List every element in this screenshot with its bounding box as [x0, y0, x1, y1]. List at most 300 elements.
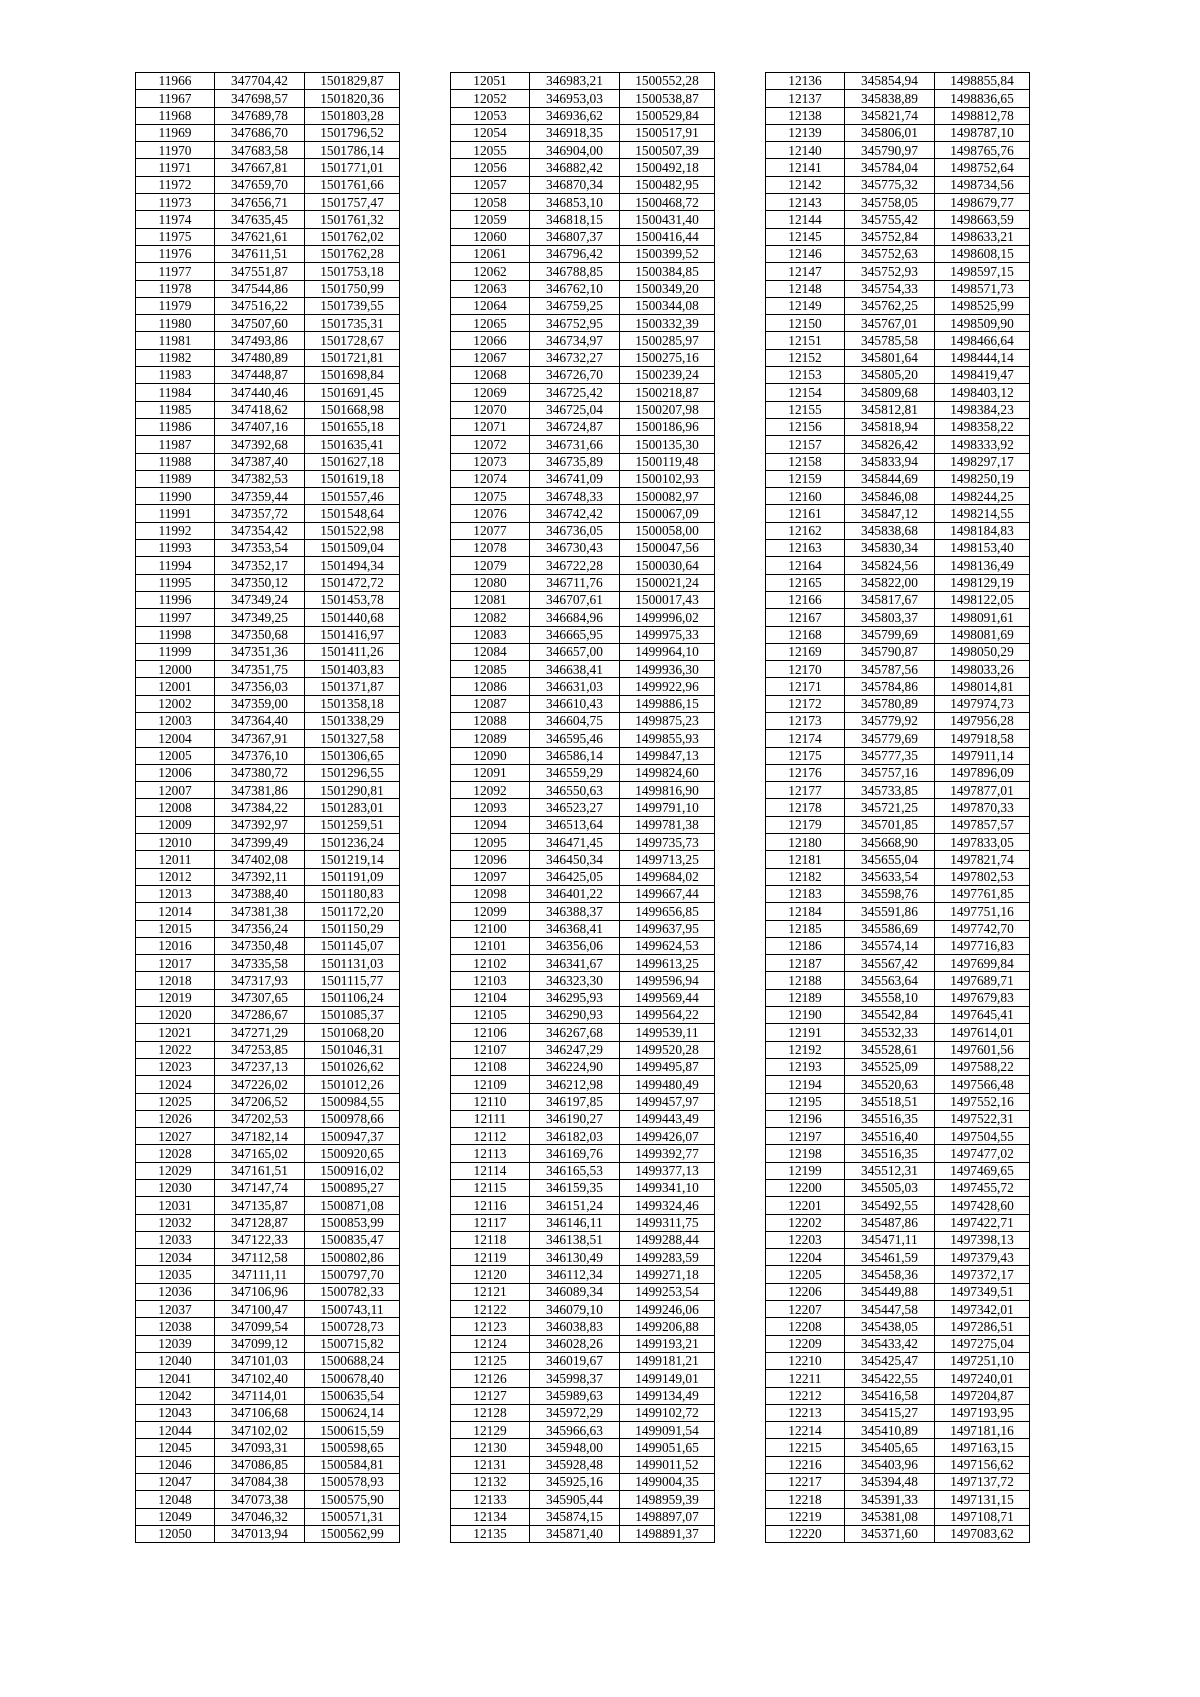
table-row — [136, 851, 400, 868]
table-row — [136, 228, 400, 245]
point-number-cell: 12040 — [136, 1352, 215, 1369]
table-row — [766, 1058, 1030, 1075]
point-number-cell: 12153 — [766, 367, 845, 384]
y-coordinate-cell: 1499149,01 — [620, 1370, 715, 1387]
x-coordinate-cell: 346742,42 — [530, 505, 620, 522]
table-row — [136, 349, 400, 366]
point-number-cell: 12024 — [136, 1076, 215, 1093]
point-number-cell: 12006 — [136, 764, 215, 781]
point-number-cell: 11991 — [136, 505, 215, 522]
point-number-cell: 12169 — [766, 643, 845, 660]
point-number-cell: 12158 — [766, 453, 845, 470]
x-coordinate-cell: 347621,61 — [215, 228, 305, 245]
table-row — [136, 747, 400, 764]
table-row — [451, 297, 715, 314]
x-coordinate-cell: 346341,67 — [530, 955, 620, 972]
x-coordinate-cell: 345754,33 — [845, 280, 935, 297]
table-row — [451, 972, 715, 989]
y-coordinate-cell: 1500688,24 — [305, 1352, 400, 1369]
table-row — [451, 1318, 715, 1335]
table-row — [766, 505, 1030, 522]
table-row — [451, 712, 715, 729]
point-number-cell: 12007 — [136, 782, 215, 799]
table-row — [766, 1041, 1030, 1058]
table-row — [766, 799, 1030, 816]
table-row — [136, 643, 400, 660]
point-number-cell: 12140 — [766, 142, 845, 159]
x-coordinate-cell: 347237,13 — [215, 1058, 305, 1075]
x-coordinate-cell: 346146,11 — [530, 1214, 620, 1231]
x-coordinate-cell: 345438,05 — [845, 1318, 935, 1335]
x-coordinate-cell: 345416,58 — [845, 1387, 935, 1404]
y-coordinate-cell: 1500562,99 — [305, 1525, 400, 1542]
x-coordinate-cell: 345874,15 — [530, 1508, 620, 1525]
table-row — [766, 678, 1030, 695]
point-number-cell: 12017 — [136, 955, 215, 972]
table-row — [136, 885, 400, 902]
table-row — [766, 972, 1030, 989]
table-row — [136, 436, 400, 453]
x-coordinate-cell: 345847,12 — [845, 505, 935, 522]
table-row — [451, 591, 715, 608]
table-row — [766, 315, 1030, 332]
table-row — [451, 315, 715, 332]
y-coordinate-cell: 1497870,33 — [935, 799, 1030, 816]
y-coordinate-cell: 1499996,02 — [620, 609, 715, 626]
table-row — [766, 470, 1030, 487]
coordinate-table-1 — [135, 72, 400, 1543]
y-coordinate-cell: 1499539,11 — [620, 1024, 715, 1041]
point-number-cell: 12075 — [451, 488, 530, 505]
table-row — [451, 1352, 715, 1369]
table-row — [766, 920, 1030, 937]
point-number-cell: 12015 — [136, 920, 215, 937]
table-row — [766, 937, 1030, 954]
point-number-cell: 12172 — [766, 695, 845, 712]
x-coordinate-cell: 347382,53 — [215, 470, 305, 487]
y-coordinate-cell: 1501762,02 — [305, 228, 400, 245]
point-number-cell: 12082 — [451, 609, 530, 626]
x-coordinate-cell: 347182,14 — [215, 1128, 305, 1145]
y-coordinate-cell: 1499781,38 — [620, 816, 715, 833]
point-number-cell: 11983 — [136, 367, 215, 384]
point-number-cell: 11984 — [136, 384, 215, 401]
y-coordinate-cell: 1498597,15 — [935, 263, 1030, 280]
x-coordinate-cell: 345833,94 — [845, 453, 935, 470]
x-coordinate-cell: 345447,58 — [845, 1301, 935, 1318]
point-number-cell: 12210 — [766, 1352, 845, 1369]
table-row — [451, 1128, 715, 1145]
x-coordinate-cell: 345516,35 — [845, 1110, 935, 1127]
point-number-cell: 12114 — [451, 1162, 530, 1179]
y-coordinate-cell: 1501750,99 — [305, 280, 400, 297]
x-coordinate-cell: 346425,05 — [530, 868, 620, 885]
coordinate-table-2 — [450, 72, 715, 1543]
x-coordinate-cell: 346159,35 — [530, 1180, 620, 1197]
point-number-cell: 12005 — [136, 747, 215, 764]
y-coordinate-cell: 1498444,14 — [935, 349, 1030, 366]
x-coordinate-cell: 345458,36 — [845, 1266, 935, 1283]
x-coordinate-cell: 347388,40 — [215, 885, 305, 902]
y-coordinate-cell: 1501796,52 — [305, 124, 400, 141]
x-coordinate-cell: 345598,76 — [845, 885, 935, 902]
x-coordinate-cell: 346028,26 — [530, 1335, 620, 1352]
x-coordinate-cell: 346368,41 — [530, 920, 620, 937]
table-row — [451, 955, 715, 972]
table-row — [766, 1404, 1030, 1421]
point-number-cell: 12050 — [136, 1525, 215, 1542]
y-coordinate-cell: 1497131,15 — [935, 1491, 1030, 1508]
point-number-cell: 12032 — [136, 1214, 215, 1231]
x-coordinate-cell: 345785,58 — [845, 332, 935, 349]
y-coordinate-cell: 1501416,97 — [305, 626, 400, 643]
table-row — [451, 1387, 715, 1404]
table-row — [451, 574, 715, 591]
point-number-cell: 12065 — [451, 315, 530, 332]
x-coordinate-cell: 346356,06 — [530, 937, 620, 954]
x-coordinate-cell: 345822,00 — [845, 574, 935, 591]
x-coordinate-cell: 347359,44 — [215, 488, 305, 505]
table-row — [451, 73, 715, 90]
point-number-cell: 12154 — [766, 384, 845, 401]
y-coordinate-cell: 1501728,67 — [305, 332, 400, 349]
point-number-cell: 12067 — [451, 349, 530, 366]
point-number-cell: 12137 — [766, 90, 845, 107]
point-number-cell: 12209 — [766, 1335, 845, 1352]
y-coordinate-cell: 1497349,51 — [935, 1283, 1030, 1300]
point-number-cell: 11981 — [136, 332, 215, 349]
table-row — [136, 1491, 400, 1508]
point-number-cell: 12092 — [451, 782, 530, 799]
y-coordinate-cell: 1501283,01 — [305, 799, 400, 816]
x-coordinate-cell: 345854,94 — [845, 73, 935, 90]
table-row — [451, 1266, 715, 1283]
table-row — [451, 1197, 715, 1214]
table-row — [451, 799, 715, 816]
y-coordinate-cell: 1499520,28 — [620, 1041, 715, 1058]
y-coordinate-cell: 1499637,95 — [620, 920, 715, 937]
point-number-cell: 12099 — [451, 903, 530, 920]
y-coordinate-cell: 1501509,04 — [305, 540, 400, 557]
point-number-cell: 11982 — [136, 349, 215, 366]
point-number-cell: 12029 — [136, 1162, 215, 1179]
y-coordinate-cell: 1501085,37 — [305, 1007, 400, 1024]
table-row — [451, 903, 715, 920]
y-coordinate-cell: 1499656,85 — [620, 903, 715, 920]
y-coordinate-cell: 1498129,19 — [935, 574, 1030, 591]
x-coordinate-cell: 347367,91 — [215, 730, 305, 747]
y-coordinate-cell: 1497455,72 — [935, 1180, 1030, 1197]
table-row — [136, 626, 400, 643]
point-number-cell: 12142 — [766, 176, 845, 193]
table-row — [766, 90, 1030, 107]
y-coordinate-cell: 1498752,64 — [935, 159, 1030, 176]
x-coordinate-cell: 347683,58 — [215, 142, 305, 159]
point-number-cell: 12187 — [766, 955, 845, 972]
y-coordinate-cell: 1499311,75 — [620, 1214, 715, 1231]
point-number-cell: 11967 — [136, 90, 215, 107]
point-number-cell: 12181 — [766, 851, 845, 868]
table-row — [451, 194, 715, 211]
y-coordinate-cell: 1498050,29 — [935, 643, 1030, 660]
x-coordinate-cell: 346726,70 — [530, 367, 620, 384]
x-coordinate-cell: 346734,97 — [530, 332, 620, 349]
x-coordinate-cell: 347111,11 — [215, 1266, 305, 1283]
y-coordinate-cell: 1501753,18 — [305, 263, 400, 280]
point-number-cell: 12052 — [451, 90, 530, 107]
y-coordinate-cell: 1500082,97 — [620, 488, 715, 505]
point-number-cell: 11979 — [136, 297, 215, 314]
table-row — [451, 436, 715, 453]
y-coordinate-cell: 1501046,31 — [305, 1041, 400, 1058]
x-coordinate-cell: 347544,86 — [215, 280, 305, 297]
point-number-cell: 12112 — [451, 1128, 530, 1145]
y-coordinate-cell: 1501557,46 — [305, 488, 400, 505]
table-row — [766, 194, 1030, 211]
x-coordinate-cell: 345574,14 — [845, 937, 935, 954]
y-coordinate-cell: 1497896,09 — [935, 764, 1030, 781]
table-row — [451, 124, 715, 141]
x-coordinate-cell: 346513,64 — [530, 816, 620, 833]
x-coordinate-cell: 347073,38 — [215, 1491, 305, 1508]
y-coordinate-cell: 1500058,00 — [620, 522, 715, 539]
x-coordinate-cell: 346247,29 — [530, 1041, 620, 1058]
point-number-cell: 12164 — [766, 557, 845, 574]
x-coordinate-cell: 347100,47 — [215, 1301, 305, 1318]
x-coordinate-cell: 347202,53 — [215, 1110, 305, 1127]
x-coordinate-cell: 347106,68 — [215, 1404, 305, 1421]
x-coordinate-cell: 347392,68 — [215, 436, 305, 453]
y-coordinate-cell: 1500017,43 — [620, 591, 715, 608]
table-row — [766, 1266, 1030, 1283]
x-coordinate-cell: 347046,32 — [215, 1508, 305, 1525]
table-row — [136, 1249, 400, 1266]
table-row — [136, 730, 400, 747]
y-coordinate-cell: 1501820,36 — [305, 90, 400, 107]
x-coordinate-cell: 347135,87 — [215, 1197, 305, 1214]
y-coordinate-cell: 1497802,53 — [935, 868, 1030, 885]
point-number-cell: 12139 — [766, 124, 845, 141]
x-coordinate-cell: 346450,34 — [530, 851, 620, 868]
y-coordinate-cell: 1501259,51 — [305, 816, 400, 833]
point-number-cell: 12053 — [451, 107, 530, 124]
table-row — [136, 1162, 400, 1179]
point-number-cell: 12021 — [136, 1024, 215, 1041]
x-coordinate-cell: 345449,88 — [845, 1283, 935, 1300]
x-coordinate-cell: 347448,87 — [215, 367, 305, 384]
table-row — [766, 1301, 1030, 1318]
x-coordinate-cell: 346731,66 — [530, 436, 620, 453]
point-number-cell: 12206 — [766, 1283, 845, 1300]
point-number-cell: 12000 — [136, 661, 215, 678]
table-row — [451, 211, 715, 228]
y-coordinate-cell: 1498358,22 — [935, 418, 1030, 435]
point-number-cell: 12084 — [451, 643, 530, 660]
y-coordinate-cell: 1500482,95 — [620, 176, 715, 193]
x-coordinate-cell: 347689,78 — [215, 107, 305, 124]
x-coordinate-cell: 345525,09 — [845, 1058, 935, 1075]
point-number-cell: 12051 — [451, 73, 530, 90]
table-row — [136, 90, 400, 107]
point-number-cell: 11977 — [136, 263, 215, 280]
table-row — [136, 280, 400, 297]
point-number-cell: 12163 — [766, 540, 845, 557]
point-number-cell: 11980 — [136, 315, 215, 332]
point-number-cell: 12063 — [451, 280, 530, 297]
y-coordinate-cell: 1499011,52 — [620, 1456, 715, 1473]
x-coordinate-cell: 345733,85 — [845, 782, 935, 799]
point-number-cell: 12060 — [451, 228, 530, 245]
y-coordinate-cell: 1500517,91 — [620, 124, 715, 141]
table-row — [766, 228, 1030, 245]
x-coordinate-cell: 347352,17 — [215, 557, 305, 574]
x-coordinate-cell: 345516,35 — [845, 1145, 935, 1162]
table-row — [451, 782, 715, 799]
y-coordinate-cell: 1500571,31 — [305, 1508, 400, 1525]
x-coordinate-cell: 346595,46 — [530, 730, 620, 747]
point-number-cell: 12070 — [451, 401, 530, 418]
table-row — [766, 159, 1030, 176]
table-row — [136, 159, 400, 176]
y-coordinate-cell: 1497689,71 — [935, 972, 1030, 989]
x-coordinate-cell: 346936,62 — [530, 107, 620, 124]
table-row — [451, 816, 715, 833]
x-coordinate-cell: 346550,63 — [530, 782, 620, 799]
point-number-cell: 12033 — [136, 1231, 215, 1248]
x-coordinate-cell: 346610,43 — [530, 695, 620, 712]
table-row — [766, 332, 1030, 349]
point-number-cell: 12027 — [136, 1128, 215, 1145]
point-number-cell: 12046 — [136, 1456, 215, 1473]
point-number-cell: 11998 — [136, 626, 215, 643]
y-coordinate-cell: 1499613,25 — [620, 955, 715, 972]
y-coordinate-cell: 1500584,81 — [305, 1456, 400, 1473]
y-coordinate-cell: 1498466,64 — [935, 332, 1030, 349]
x-coordinate-cell: 347381,38 — [215, 903, 305, 920]
point-number-cell: 12149 — [766, 297, 845, 314]
table-row — [766, 1352, 1030, 1369]
point-number-cell: 12166 — [766, 591, 845, 608]
y-coordinate-cell: 1500492,18 — [620, 159, 715, 176]
table-row — [451, 678, 715, 695]
x-coordinate-cell: 347507,60 — [215, 315, 305, 332]
point-number-cell: 11968 — [136, 107, 215, 124]
table-row — [451, 609, 715, 626]
y-coordinate-cell: 1500895,27 — [305, 1180, 400, 1197]
x-coordinate-cell: 347698,57 — [215, 90, 305, 107]
table-row — [766, 107, 1030, 124]
point-number-cell: 12083 — [451, 626, 530, 643]
point-number-cell: 12042 — [136, 1387, 215, 1404]
y-coordinate-cell: 1500047,56 — [620, 540, 715, 557]
point-number-cell: 11986 — [136, 418, 215, 435]
point-number-cell: 11999 — [136, 643, 215, 660]
y-coordinate-cell: 1500728,73 — [305, 1318, 400, 1335]
point-number-cell: 12136 — [766, 73, 845, 90]
x-coordinate-cell: 345721,25 — [845, 799, 935, 816]
table-row — [766, 1318, 1030, 1335]
point-number-cell: 12191 — [766, 1024, 845, 1041]
y-coordinate-cell: 1499684,02 — [620, 868, 715, 885]
y-coordinate-cell: 1501290,81 — [305, 782, 400, 799]
y-coordinate-cell: 1499443,49 — [620, 1110, 715, 1127]
y-coordinate-cell: 1498836,65 — [935, 90, 1030, 107]
table-row — [451, 851, 715, 868]
y-coordinate-cell: 1501371,87 — [305, 678, 400, 695]
y-coordinate-cell: 1499667,44 — [620, 885, 715, 902]
point-number-cell: 11966 — [136, 73, 215, 90]
y-coordinate-cell: 1498891,37 — [620, 1525, 715, 1542]
point-number-cell: 12144 — [766, 211, 845, 228]
y-coordinate-cell: 1498679,77 — [935, 194, 1030, 211]
point-number-cell: 12055 — [451, 142, 530, 159]
x-coordinate-cell: 347147,74 — [215, 1180, 305, 1197]
table-row — [451, 1058, 715, 1075]
table-row — [136, 453, 400, 470]
table-row — [766, 1076, 1030, 1093]
table-row — [766, 695, 1030, 712]
x-coordinate-cell: 345989,63 — [530, 1387, 620, 1404]
table-row — [451, 453, 715, 470]
x-coordinate-cell: 346735,89 — [530, 453, 620, 470]
point-number-cell: 12010 — [136, 834, 215, 851]
y-coordinate-cell: 1499596,94 — [620, 972, 715, 989]
x-coordinate-cell: 345381,08 — [845, 1508, 935, 1525]
table-row — [766, 540, 1030, 557]
table-row — [766, 1214, 1030, 1231]
table-row — [136, 972, 400, 989]
y-coordinate-cell: 1499735,73 — [620, 834, 715, 851]
x-coordinate-cell: 345433,42 — [845, 1335, 935, 1352]
table-row — [766, 1335, 1030, 1352]
x-coordinate-cell: 347667,81 — [215, 159, 305, 176]
point-number-cell: 12150 — [766, 315, 845, 332]
x-coordinate-cell: 347381,86 — [215, 782, 305, 799]
point-number-cell: 12184 — [766, 903, 845, 920]
y-coordinate-cell: 1500135,30 — [620, 436, 715, 453]
point-number-cell: 12159 — [766, 470, 845, 487]
point-number-cell: 12034 — [136, 1249, 215, 1266]
table-row — [766, 1439, 1030, 1456]
point-number-cell: 11992 — [136, 522, 215, 539]
x-coordinate-cell: 345998,37 — [530, 1370, 620, 1387]
table-row — [136, 1283, 400, 1300]
table-row — [451, 1162, 715, 1179]
table-row — [136, 955, 400, 972]
y-coordinate-cell: 1497379,43 — [935, 1249, 1030, 1266]
point-number-cell: 12125 — [451, 1352, 530, 1369]
x-coordinate-cell: 346725,42 — [530, 384, 620, 401]
point-number-cell: 12069 — [451, 384, 530, 401]
y-coordinate-cell: 1499480,49 — [620, 1076, 715, 1093]
point-number-cell: 12105 — [451, 1007, 530, 1024]
point-number-cell: 12195 — [766, 1093, 845, 1110]
x-coordinate-cell: 346807,37 — [530, 228, 620, 245]
table-row — [766, 488, 1030, 505]
x-coordinate-cell: 345422,55 — [845, 1370, 935, 1387]
y-coordinate-cell: 1499964,10 — [620, 643, 715, 660]
y-coordinate-cell: 1500021,24 — [620, 574, 715, 591]
x-coordinate-cell: 345591,86 — [845, 903, 935, 920]
point-number-cell: 12085 — [451, 661, 530, 678]
table-row — [136, 661, 400, 678]
x-coordinate-cell: 346725,04 — [530, 401, 620, 418]
y-coordinate-cell: 1498812,78 — [935, 107, 1030, 124]
x-coordinate-cell: 347418,62 — [215, 401, 305, 418]
x-coordinate-cell: 345403,96 — [845, 1456, 935, 1473]
point-number-cell: 12202 — [766, 1214, 845, 1231]
table-row — [451, 540, 715, 557]
